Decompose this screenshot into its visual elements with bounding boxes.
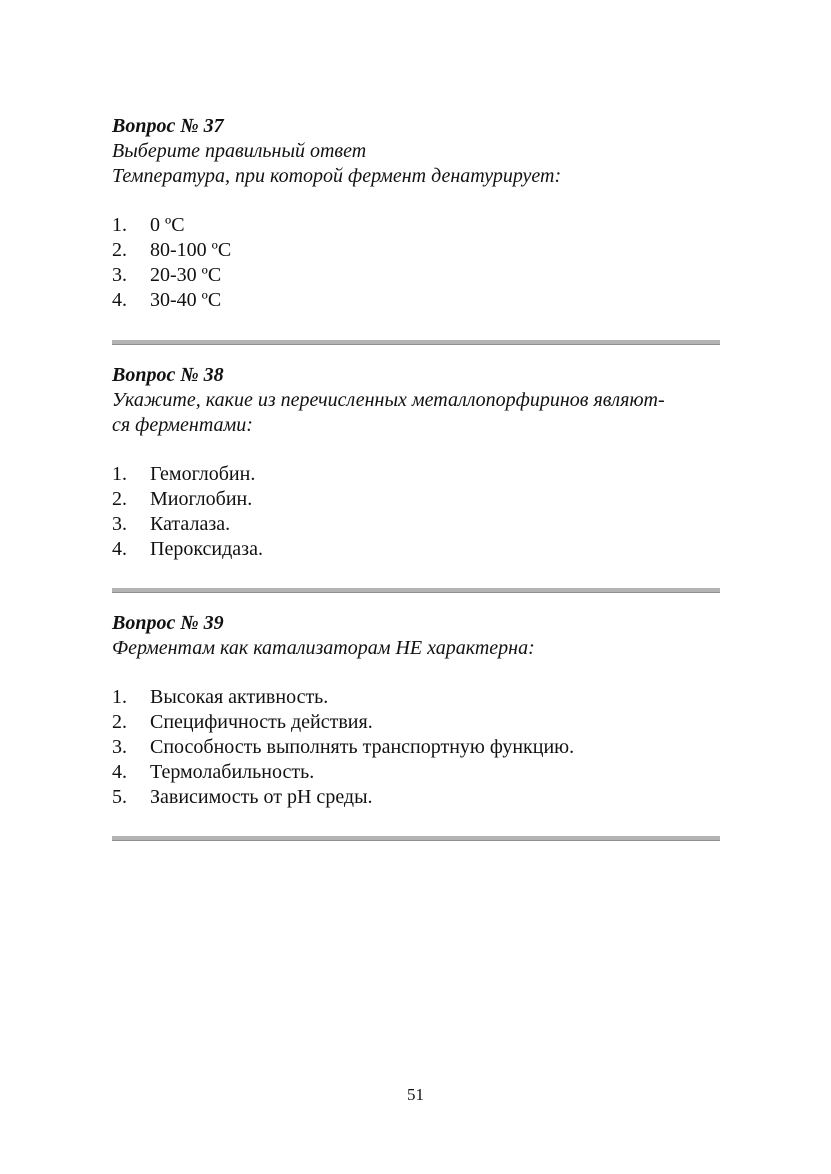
answer-option (112, 537, 722, 562)
answer-list (112, 462, 722, 562)
answer-text: Гемоглобин. (150, 463, 256, 485)
section-divider (112, 836, 720, 841)
section-divider (112, 340, 720, 345)
answer-number: 5. (112, 786, 127, 808)
answer-option (112, 288, 722, 313)
answer-text: Миоглобин. (150, 488, 253, 510)
answer-option (112, 685, 722, 710)
answer-text: Специфичность действия. (150, 711, 373, 733)
answer-number: 3. (112, 264, 127, 286)
answer-option (112, 462, 722, 487)
answer-number: 1. (112, 463, 127, 485)
answer-option (112, 213, 722, 238)
answer-number: 4. (112, 538, 127, 560)
answer-text: Высокая активность. (150, 686, 329, 708)
answer-text: 0 ºС (150, 214, 185, 236)
question-37 (112, 113, 722, 313)
answer-list (112, 685, 722, 810)
question-text-line: Выберите правильный ответ (112, 140, 367, 162)
answer-option (112, 785, 722, 810)
question-text (112, 388, 722, 438)
answer-number: 2. (112, 711, 127, 733)
answer-text: Каталаза. (150, 513, 231, 535)
answer-number: 2. (112, 239, 127, 261)
question-text (112, 139, 722, 189)
question-text-line: Ферментам как катализаторам НЕ характерна: (112, 637, 535, 659)
answer-number: 4. (112, 761, 127, 783)
answer-option (112, 487, 722, 512)
answer-text: Способность выполнять транспортную функцию. (150, 736, 575, 758)
answer-text: 80-100 ºС (150, 239, 232, 261)
answer-number: 1. (112, 214, 127, 236)
question-title: Вопрос № 38 (112, 364, 224, 386)
question-39 (112, 610, 722, 810)
answer-option (112, 710, 722, 735)
answer-option (112, 760, 722, 785)
question-text-line: Укажите, какие из перечисленных металлопорфиринов являют- (112, 389, 665, 411)
answer-option (112, 735, 722, 760)
answer-number: 4. (112, 289, 127, 311)
question-text (112, 636, 722, 661)
answer-text: Зависимость от рН среды. (150, 786, 373, 808)
answer-text: 20-30 ºС (150, 264, 222, 286)
question-text-line: Температура, при которой фермент денатурирует: (112, 165, 562, 187)
question-text-line: ся ферментами: (112, 414, 253, 436)
answer-number: 3. (112, 736, 127, 758)
answer-number: 2. (112, 488, 127, 510)
answer-text: 30-40 ºС (150, 289, 222, 311)
answer-option (112, 238, 722, 263)
page-number: 51 (407, 1085, 424, 1104)
question-title: Вопрос № 37 (112, 115, 224, 137)
answer-option (112, 512, 722, 537)
answer-text: Пероксидаза. (150, 538, 263, 560)
answer-number: 3. (112, 513, 127, 535)
answer-number: 1. (112, 686, 127, 708)
question-title: Вопрос № 39 (112, 612, 224, 634)
question-38 (112, 362, 722, 562)
answer-option (112, 263, 722, 288)
answer-list (112, 213, 722, 313)
answer-text: Термолабильность. (150, 761, 315, 783)
section-divider (112, 588, 720, 593)
